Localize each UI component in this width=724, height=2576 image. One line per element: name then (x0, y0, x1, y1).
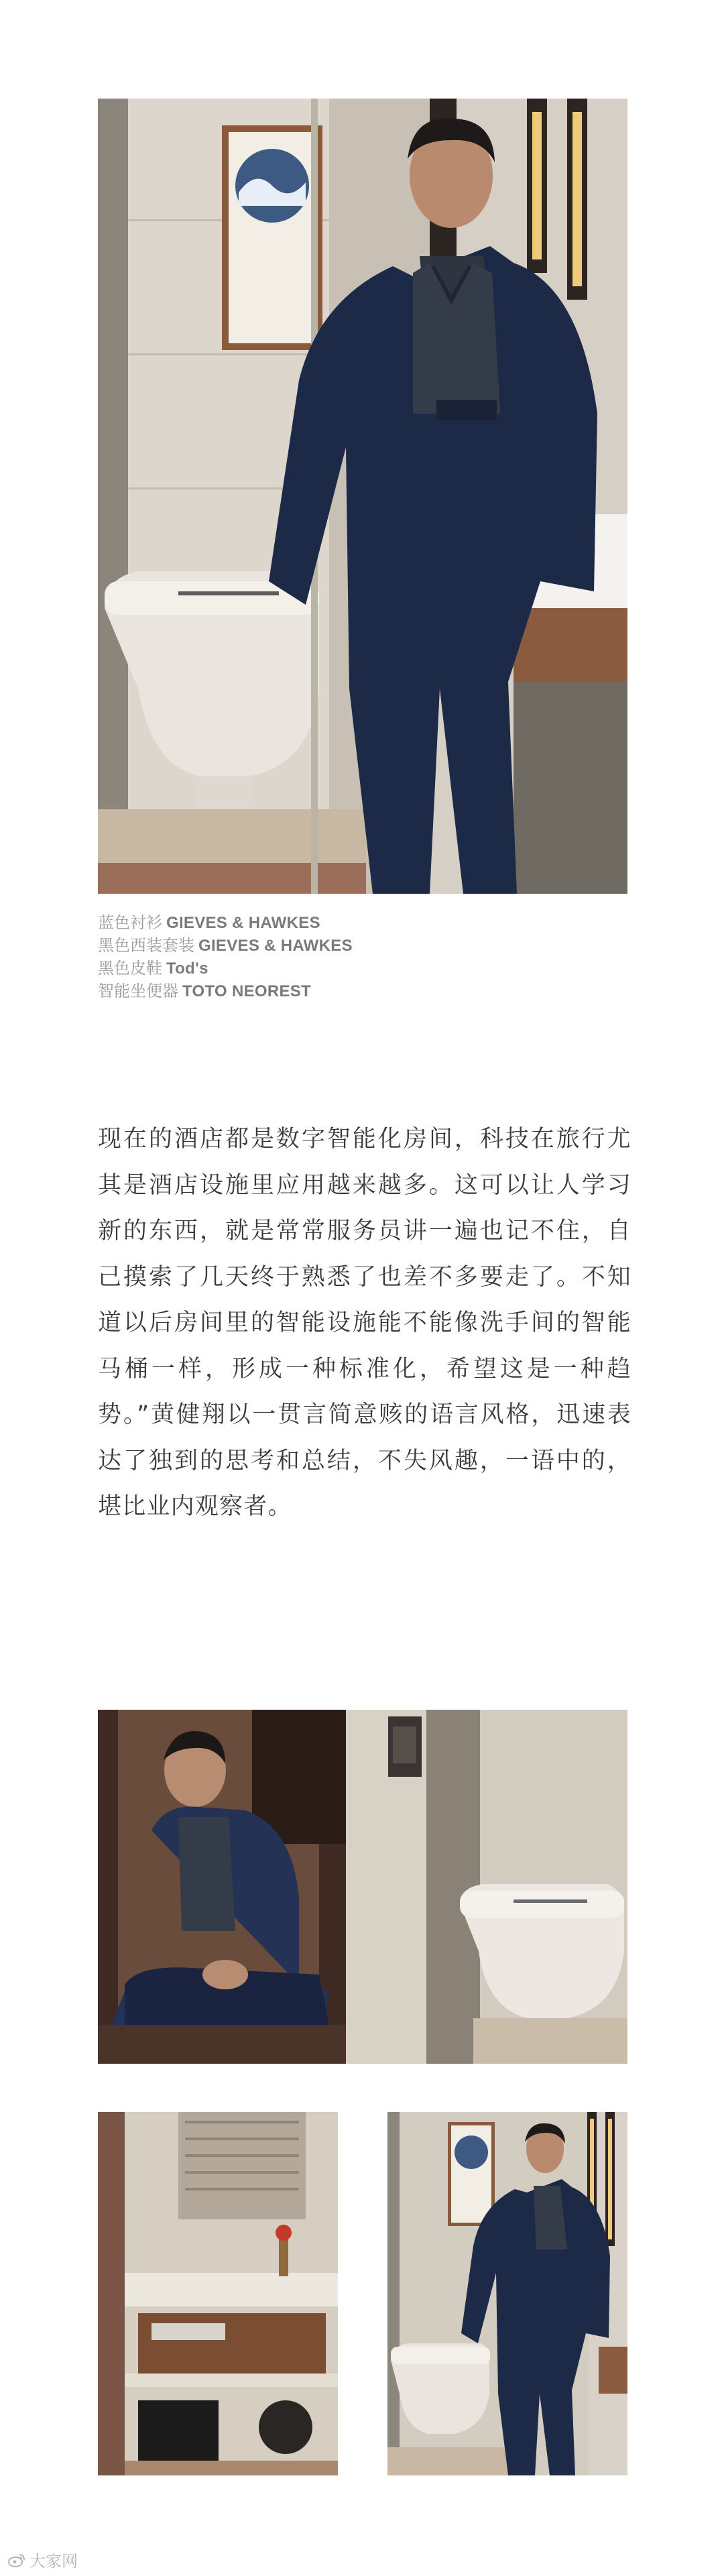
credit-brand: GIEVES & HAWKES (166, 914, 320, 932)
watermark (8, 2548, 78, 2571)
credit-label: 蓝色衬衫 (98, 914, 162, 932)
credit-label: 智能坐便器 (98, 982, 178, 1000)
photo-main-illustration (98, 99, 627, 894)
photo-bl-illustration (98, 2112, 338, 2475)
credit-toilet (98, 980, 567, 1003)
photo-br-illustration (387, 2112, 627, 2475)
credit-suit (98, 935, 567, 957)
photo-man-standing-by-toilet (98, 99, 627, 894)
photo-mid-illustration (98, 1710, 627, 2064)
credit-brand: GIEVES & HAWKES (198, 937, 353, 955)
credit-label: 黑色西装套装 (98, 937, 194, 955)
credit-brand: TOTO NEOREST (182, 982, 312, 1000)
photo-man-seated-with-toilet (98, 1710, 627, 2064)
credit-brand: Tod's (166, 959, 208, 978)
outfit-credits (98, 912, 567, 1003)
photo-man-standing-small (387, 2112, 627, 2475)
credit-label: 黑色皮鞋 (98, 959, 162, 978)
watermark-text: 大家网 (29, 2552, 78, 2571)
article-paragraph: 现在的酒店都是数字智能化房间，科技在旅行尤其是酒店设施里应用越来越多。这可以让人学习新的东西，就是常常服务员讲一遍也记不住，自己摸索了几天终于熟悉了也差不多要走了。不知道以后房间里的智能设施能不能像洗手间的智能马桶一样，形成一种标准化，希望这是一种趋势。”黄健翔以一贯言简意赅的语言风格，迅速表达了独到的思考和总结，不失风趣，一语中的，堪比业内观察者。 (98, 1126, 631, 1520)
credit-shirt (98, 912, 567, 935)
weibo-icon (8, 2553, 25, 2567)
credit-shoes (98, 957, 567, 980)
photo-bathroom-vanity (98, 2112, 338, 2475)
